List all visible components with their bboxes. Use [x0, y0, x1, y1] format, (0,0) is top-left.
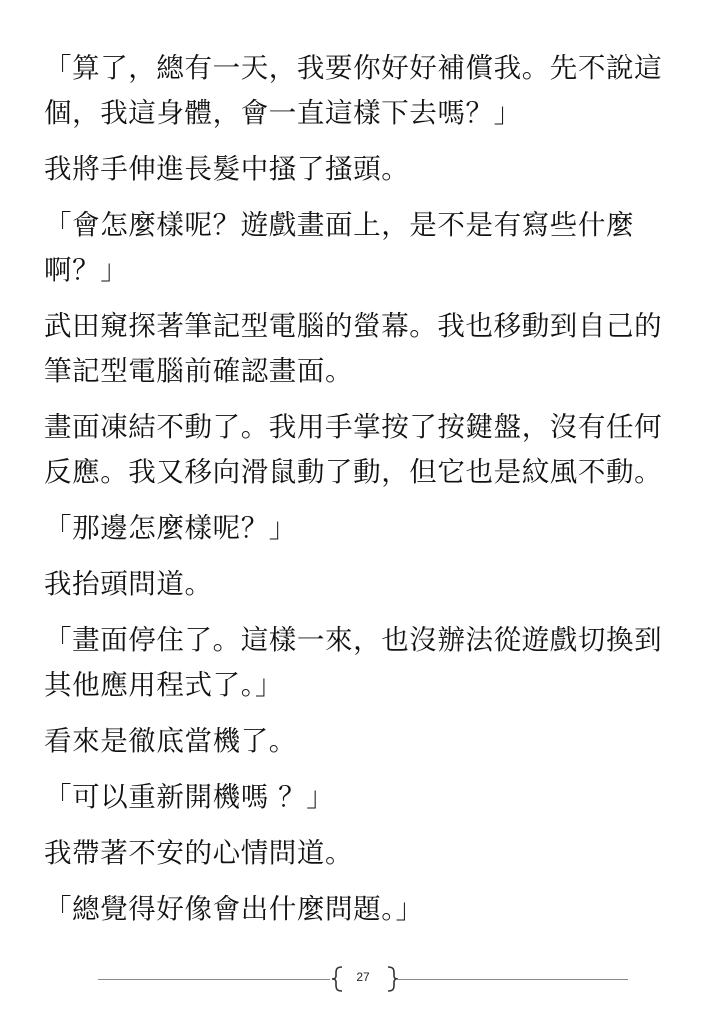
paragraph: 我抬頭問道。	[44, 568, 213, 600]
paragraph: 「會怎麼樣呢？遊戲畫面上，是不是有寫些什麼啊？」	[44, 209, 635, 286]
paragraph: 看來是徹底當機了。	[44, 725, 297, 757]
paragraph: 畫面凍結不動了。我用手掌按了按鍵盤，沒有任何反應。我又移向滑鼠動了動，但它也是紋風不動。	[44, 411, 663, 488]
paragraph: 「那邊怎麼樣呢？」	[44, 512, 297, 544]
paragraph: 「畫面停住了。這樣一來，也沒辦法從遊戲切換到其他應用程式了。」	[44, 624, 663, 701]
footer-rule-right	[396, 979, 628, 980]
book-page-text	[44, 46, 684, 943]
paragraph: 「總覺得好像會出什麼問題。」	[44, 893, 424, 925]
paragraph: 「可以重新開機嗎 ？」	[44, 781, 335, 813]
paragraph: 「算了，總有一天，我要你好好補償我。先不說這個，我這身體，會一直這樣下去嗎？」	[44, 52, 663, 129]
left-brace-icon	[328, 966, 350, 992]
page-footer	[98, 962, 628, 996]
paragraph: 我帶著不安的心情問道。	[44, 837, 354, 869]
page-number: 27	[356, 970, 370, 984]
paragraph: 我將手伸進長髮中搔了搔頭。	[44, 153, 410, 185]
footer-rule-left	[98, 979, 330, 980]
paragraph: 武田窺探著筆記型電腦的螢幕。我也移動到自己的筆記型電腦前確認畫面。	[44, 310, 663, 387]
